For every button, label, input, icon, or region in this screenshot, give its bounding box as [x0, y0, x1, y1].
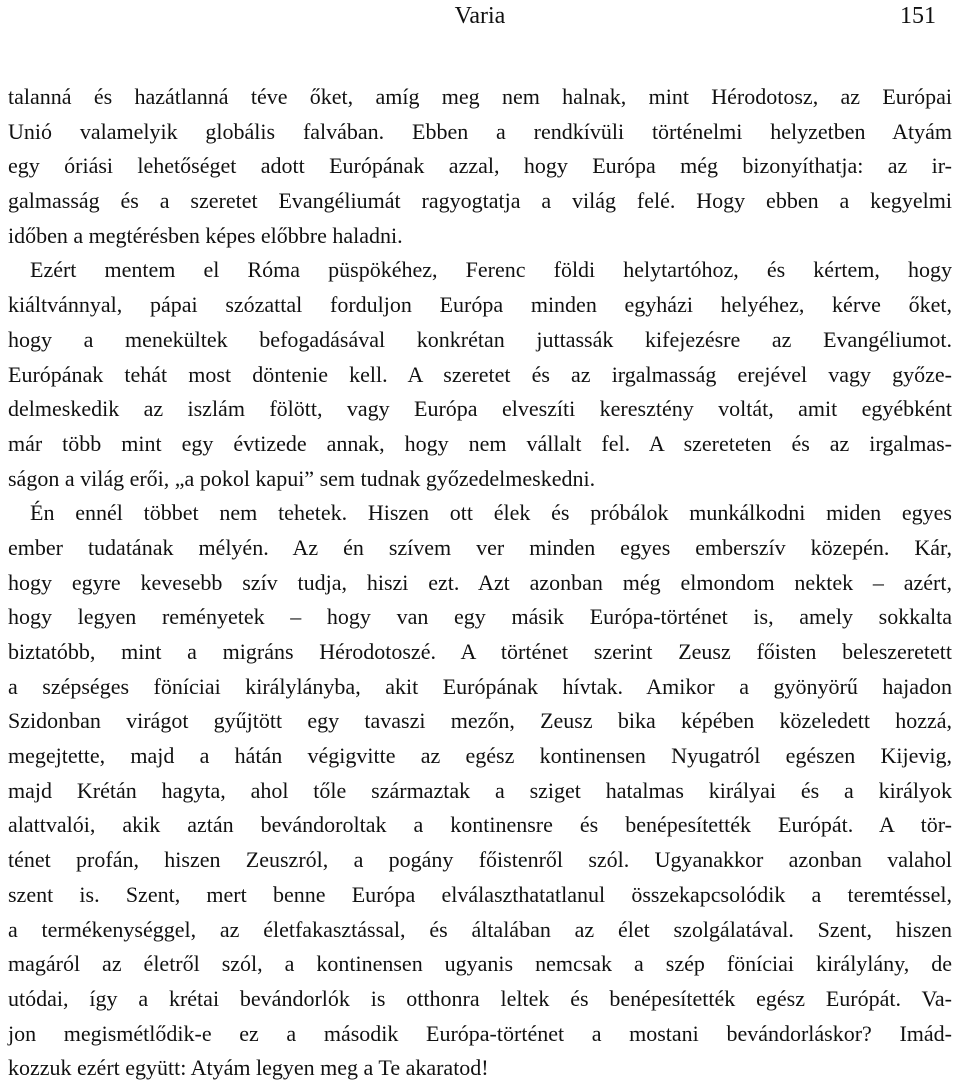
text-line: alattvalói, akik aztán bevándoroltak a kontinensre és benépesítették Európát. A tör- — [8, 812, 952, 838]
text-line: talanná és hazátlanná téve őket, amíg meg nem halnak, mint Hérodotosz, az Európai — [8, 84, 952, 109]
text-line: delmeskedik az iszlám fölött, vagy Európa elveszíti keresztény voltát, amit egyébként — [8, 396, 952, 422]
text-line: galmasság és a szeretet Evangéliumát ragyogtatja a világ felé. Hogy ebben a kegyelmi — [8, 188, 952, 214]
text-line: ember tudatának mélyén. Az én szívem ver minden egyes emberszív közepén. Kár, — [8, 534, 952, 560]
text-line: már több mint egy évtizede annak, hogy nem vállalt fel. A szereteten és az irgalmas- — [8, 430, 952, 456]
text-line: Unió valamelyik globális falvában. Ebben a rendkívüli történelmi helyzetben Atyám — [8, 118, 952, 144]
running-title: Varia — [454, 3, 506, 29]
text-line: szent is. Szent, mert benne Európa elválaszthatatlanul összekapcsolódik a teremtéssel, — [8, 881, 952, 907]
page-header — [0, 0, 960, 40]
text-line: ságon a világ erői, „a pokol kapui” sem tudnak győzedelmeskedni. — [8, 465, 596, 491]
text-line: magáról az életről szól, a kontinensen ugyanis nemcsak a szép föníciai királylány, de — [8, 951, 952, 977]
text-line: időben a megtérésben képes előbbre haladni. — [8, 222, 403, 248]
text-line: ténet profán, hiszen Zeuszról, a pogány főistenről szól. Ugyanakkor azonban valahol — [8, 847, 952, 873]
text-line: a szépséges föníciai királylányba, akit Európának hívtak. Amikor a gyönyörű hajadon — [8, 673, 952, 699]
text-line: Én ennél többet nem tehetek. Hiszen ott élek és próbálok munkálkodni miden egyes — [30, 500, 952, 526]
text-line: egy óriási lehetőséget adott Európának azzal, hogy Európa még bizonyíthatja: az ir- — [8, 153, 952, 179]
text-line: kiáltvánnyal, pápai szózattal forduljon Európa minden egyházi helyéhez, kérve őket, — [8, 292, 952, 318]
text-line: megejtette, majd a hátán végigvitte az egész kontinensen Nyugatról egészen Kijevig, — [8, 743, 952, 769]
text-line: hogy egyre kevesebb szív tudja, hiszi ezt. Azt azonban még elmondom nektek – azért, — [8, 569, 952, 595]
text-line: biztatóbb, mint a migráns Hérodotoszé. A történet szerint Zeusz főisten beleszeretett — [8, 639, 952, 664]
text-line: majd Krétán hagyta, ahol tőle származtak a sziget hatalmas királyai és a királyok — [8, 777, 952, 803]
text-line: hogy a menekültek befogadásával konkrétan juttassák kifejezésre az Evangéliumot. — [8, 326, 952, 352]
text-line: Szidonban virágot gyűjtött egy tavaszi mezőn, Zeusz bika képében közeledett hozzá, — [8, 708, 952, 734]
page-number: 151 — [900, 3, 936, 29]
text-line: hogy legyen reményetek – hogy van egy másik Európa-történet is, amely sokkalta — [8, 604, 952, 630]
text-line: Ezért mentem el Róma püspökéhez, Ferenc földi helytartóhoz, és kértem, hogy — [30, 257, 952, 283]
text-line: a termékenységgel, az életfakasztással, és általában az élet szolgálatával. Szent, hiszen — [8, 916, 952, 942]
text-line: Európának tehát most döntenie kell. A szeretet és az irgalmasság erejével vagy győze- — [8, 361, 952, 387]
text-line: kozzuk ezért együtt: Atyám legyen meg a Te akaratod! — [8, 1055, 489, 1081]
body-text — [8, 80, 952, 1086]
text-line: utódai, így a krétai bevándorlók is otthonra leltek és benépesítették egész Európát. Va- — [8, 985, 952, 1011]
text-line: jon megismétlődik-e ez a második Európa-történet a mostani bevándorláskor? Imád- — [8, 1020, 952, 1046]
